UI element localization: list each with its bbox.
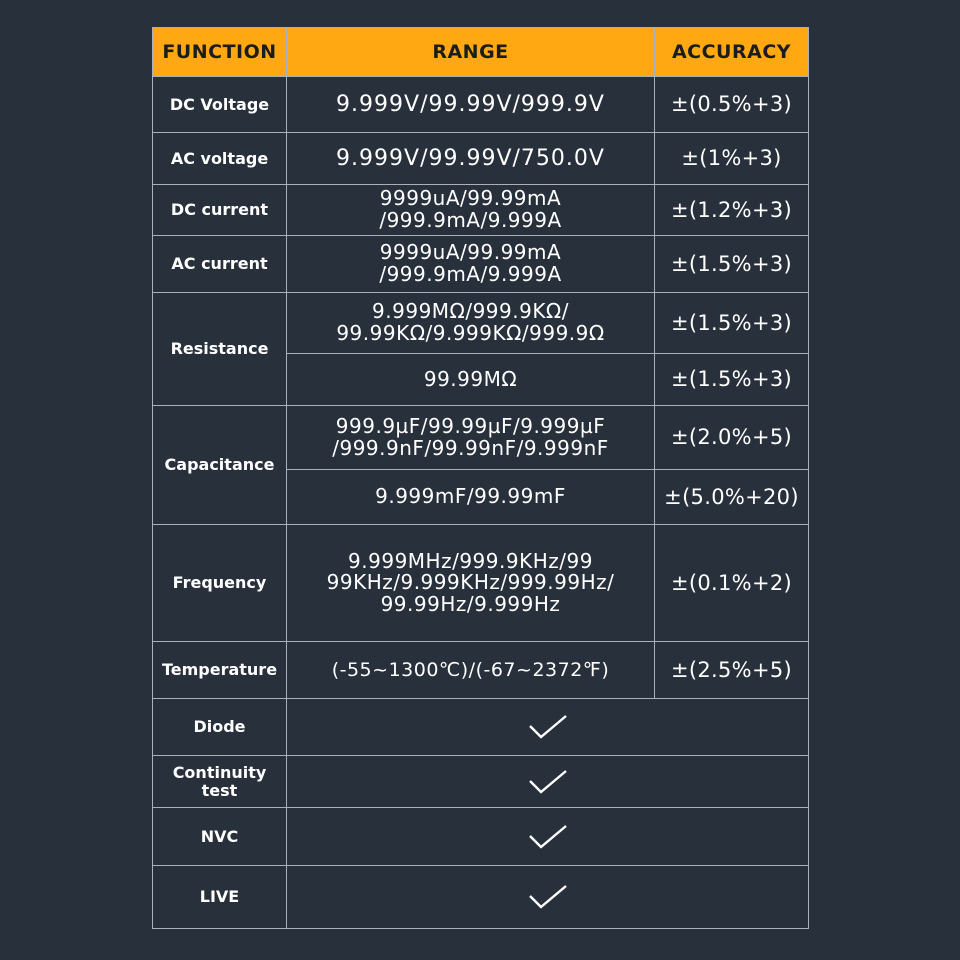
accuracy-cell: ±(5.0%+20): [655, 470, 809, 525]
support-cell: [287, 808, 809, 866]
row-nvc: [153, 808, 809, 866]
range-cell: 9.999MHz/999.9KHz/99 99KHz/9.999KHz/999.99Hz/ 99.99Hz/9.999Hz: [287, 525, 655, 642]
function-cell: LIVE: [153, 866, 287, 929]
function-cell: Frequency: [153, 525, 287, 642]
row-temperature: [153, 642, 809, 699]
range-cell: 9.999V/99.99V/750.0V: [287, 133, 655, 185]
function-cell: Diode: [153, 699, 287, 756]
function-cell: Capacitance: [153, 406, 287, 525]
range-cell: 999.9µF/99.99µF/9.999µF /999.9nF/99.99nF/9.999nF: [287, 406, 655, 470]
row-ac-voltage: [153, 133, 809, 185]
support-cell: [287, 866, 809, 929]
function-cell: Temperature: [153, 642, 287, 699]
range-cell: 9.999V/99.99V/999.9V: [287, 77, 655, 133]
support-cell: [287, 699, 809, 756]
accuracy-cell: ±(0.1%+2): [655, 525, 809, 642]
row-capacitance: [153, 406, 809, 470]
function-cell: DC current: [153, 185, 287, 236]
row-ac-current: [153, 236, 809, 293]
range-cell: 9.999MΩ/999.9KΩ/ 99.99KΩ/9.999KΩ/999.9Ω: [287, 293, 655, 354]
row-continuity: [153, 756, 809, 808]
function-cell: NVC: [153, 808, 287, 866]
range-cell: 99.99MΩ: [287, 354, 655, 406]
accuracy-cell: ±(1.5%+3): [655, 236, 809, 293]
checkmark-icon: [528, 824, 568, 850]
accuracy-cell: ±(1.2%+3): [655, 185, 809, 236]
row-diode: [153, 699, 809, 756]
spec-table: [152, 27, 809, 929]
checkmark-icon: [528, 769, 568, 795]
header-range: RANGE: [287, 28, 655, 77]
header-row: [153, 28, 809, 77]
accuracy-cell: ±(1.5%+3): [655, 354, 809, 406]
accuracy-cell: ±(2.0%+5): [655, 406, 809, 470]
header-function: FUNCTION: [153, 28, 287, 77]
function-cell: AC voltage: [153, 133, 287, 185]
support-cell: [287, 756, 809, 808]
accuracy-cell: ±(1%+3): [655, 133, 809, 185]
range-cell: 9999uA/99.99mA /999.9mA/9.999A: [287, 185, 655, 236]
accuracy-cell: ±(2.5%+5): [655, 642, 809, 699]
row-live: [153, 866, 809, 929]
function-cell: AC current: [153, 236, 287, 293]
range-cell: (-55~1300℃)/(-67~2372℉): [287, 642, 655, 699]
accuracy-cell: ±(0.5%+3): [655, 77, 809, 133]
row-dc-voltage: [153, 77, 809, 133]
range-cell: 9.999mF/99.99mF: [287, 470, 655, 525]
row-resistance: [153, 293, 809, 354]
row-frequency: [153, 525, 809, 642]
function-cell: DC Voltage: [153, 77, 287, 133]
function-cell: Continuity test: [153, 756, 287, 808]
header-accuracy: ACCURACY: [655, 28, 809, 77]
row-dc-current: [153, 185, 809, 236]
range-cell: 9999uA/99.99mA /999.9mA/9.999A: [287, 236, 655, 293]
accuracy-cell: ±(1.5%+3): [655, 293, 809, 354]
checkmark-icon: [528, 714, 568, 740]
function-cell: Resistance: [153, 293, 287, 406]
checkmark-icon: [528, 884, 568, 910]
